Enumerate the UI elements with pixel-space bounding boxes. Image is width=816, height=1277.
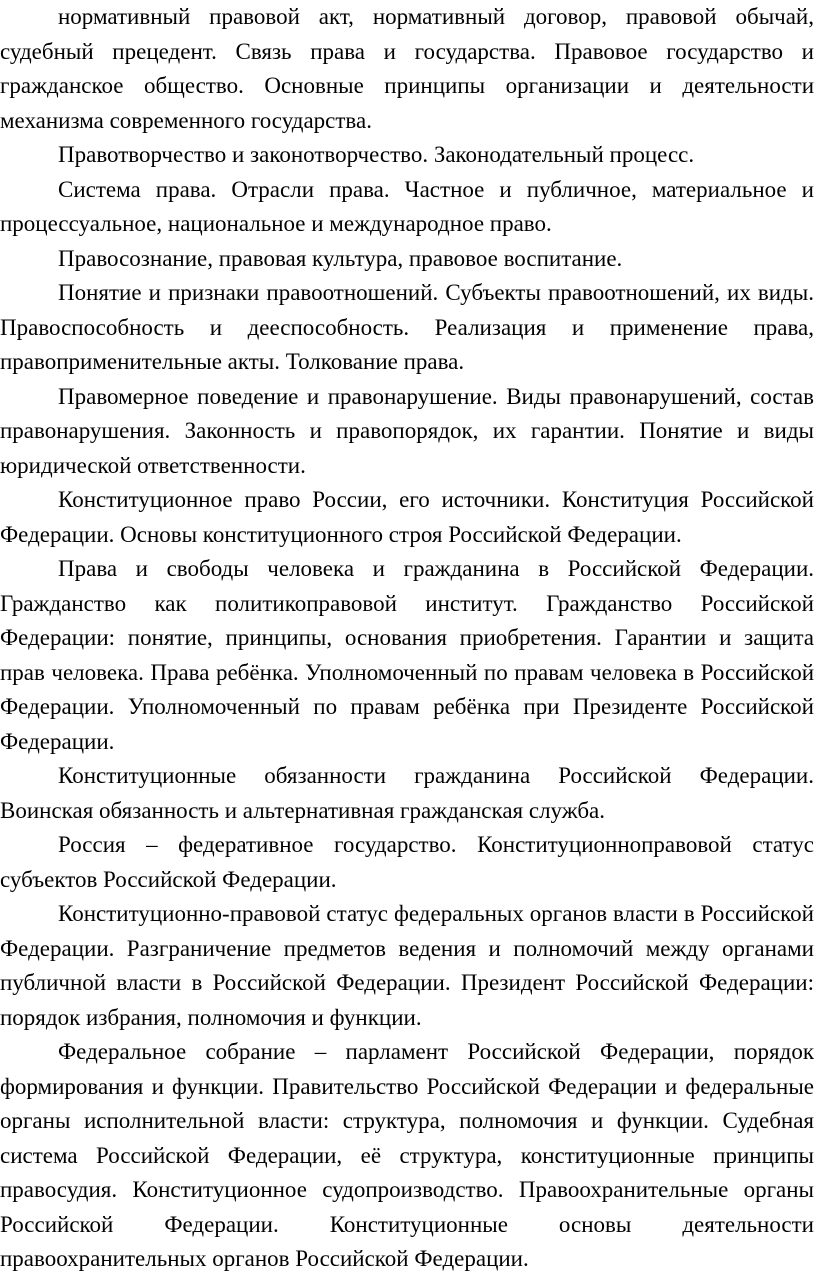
paragraph-10: Россия – федеративное государство. Конституционноправовой статус субъектов Российской Федерации.: [0, 832, 814, 892]
paragraph-1: нормативный правовой акт, нормативный договор, правовой обычай, судебный прецедент. Связь права и государства. Правовое государство и гражданское общество. Основные принципы организации и деятельности механизма современного государства.: [0, 4, 814, 133]
paragraph-3: Система права. Отрасли права. Частное и публичное, материальное и процессуальное, национальное и международное право.: [0, 176, 814, 236]
paragraph-2: Правотворчество и законотворчество. Законодательный процесс.: [58, 142, 695, 167]
paragraph-6: Правомерное поведение и правонарушение. Виды правонарушений, состав правонарушения. Законность и правопорядок, их гарантии. Понятие и виды юридической ответственности.: [0, 383, 814, 478]
paragraph-4: Правосознание, правовая культура, правовое воспитание.: [58, 245, 623, 271]
paragraph-11: Конституционно-правовой статус федеральных органов власти в Российской Федерации. Разграничение предметов ведения и полномочий между органами публичной власти в Российской Федерации. Президент Российской Федерации: порядок избрания, полномочия и функции.: [0, 901, 814, 1030]
paragraph-12: Федеральное собрание – парламент Российской Федерации, порядок формирования и функции. Правительство Российской Федерации и федеральные органы исполнительной власти: структура, полномочия и функции. Судебная система Российской Федерации, её структура, конституционные принципы правосудия. Конституционное судопроизводство. Правоохранительные органы Российской Федерации. Конституционные основы деятельности правоохранительных органов Российской Федерации.: [0, 1039, 814, 1271]
paragraph-9: Конституционные обязанности гражданина Российской Федерации. Воинская обязанность и альтернативная гражданская служба.: [0, 763, 814, 823]
paragraph-5: Понятие и признаки правоотношений. Субъекты правоотношений, их виды. Правоспособность и дееспособность. Реализация и применение права, правоприменительные акты. Толкование права.: [0, 280, 814, 374]
paragraph-7: Конституционное право России, его источники. Конституция Российской Федерации. Основы конституционного строя Российской Федерации.: [0, 487, 814, 547]
paragraph-8: Права и свободы человека и гражданина в Российской Федерации. Гражданство как политикоправовой институт. Гражданство Российской Федерации: понятие, принципы, основания приобретения. Гарантии и защита прав человека. Права ребёнка. Уполномоченный по правам человека в Российской Федерации. Уполномоченный по правам ребёнка при Президенте Российской Федерации.: [0, 556, 814, 754]
